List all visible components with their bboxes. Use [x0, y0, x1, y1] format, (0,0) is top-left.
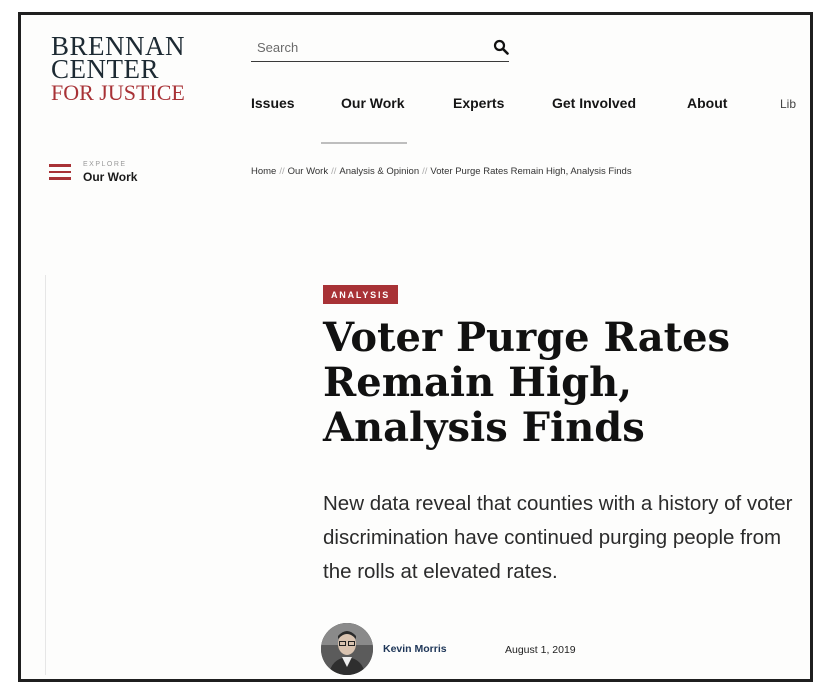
search-input[interactable] [255, 39, 479, 56]
breadcrumb-our-work[interactable]: Our Work [287, 166, 329, 177]
breadcrumb-current: Voter Purge Rates Remain High, Analysis Finds [430, 166, 632, 177]
nav-experts[interactable]: Experts [453, 95, 505, 111]
author-avatar[interactable] [321, 623, 373, 675]
article-dek: New data reveal that counties with a history of voter discrimination have continued purging people from the rolls at elevated rates. [323, 492, 793, 583]
logo-line-1: BRENNAN [51, 31, 186, 61]
breadcrumb-separator: // [331, 166, 337, 177]
explore-label: EXPLORE [83, 161, 127, 168]
search-bar [251, 35, 509, 62]
nav-get-involved[interactable]: Get Involved [552, 95, 637, 111]
author-name-link[interactable]: Kevin Morris [383, 643, 447, 655]
article-title: Voter Purge Rates Remain High, Analysis Finds [323, 314, 731, 451]
breadcrumb-home[interactable]: Home [251, 166, 277, 177]
article-date: August 1, 2019 [505, 644, 576, 656]
nav-about[interactable]: About [687, 95, 728, 111]
left-divider [45, 275, 46, 675]
article-type-badge[interactable]: ANALYSIS [323, 285, 398, 304]
nav-issues[interactable]: Issues [251, 95, 295, 111]
nav-active-indicator [321, 142, 407, 144]
author-photo [321, 623, 373, 675]
breadcrumb-separator: // [279, 166, 285, 177]
menu-icon [49, 164, 71, 180]
logo-line-2: CENTER [51, 54, 159, 84]
breadcrumb-analysis-opinion[interactable]: Analysis & Opinion [339, 166, 420, 177]
explore-our-work-label: Our Work [83, 170, 138, 184]
page-frame [18, 12, 813, 682]
nav-library[interactable]: Lib [780, 97, 797, 111]
search-icon[interactable] [493, 39, 509, 55]
nav-our-work[interactable]: Our Work [341, 95, 405, 111]
logo-line-3: FOR JUSTICE [51, 80, 185, 105]
explore-our-work-button[interactable] [49, 161, 159, 187]
breadcrumb [251, 166, 632, 177]
breadcrumb-separator: // [422, 166, 428, 177]
brennan-center-logo[interactable] [51, 31, 186, 105]
